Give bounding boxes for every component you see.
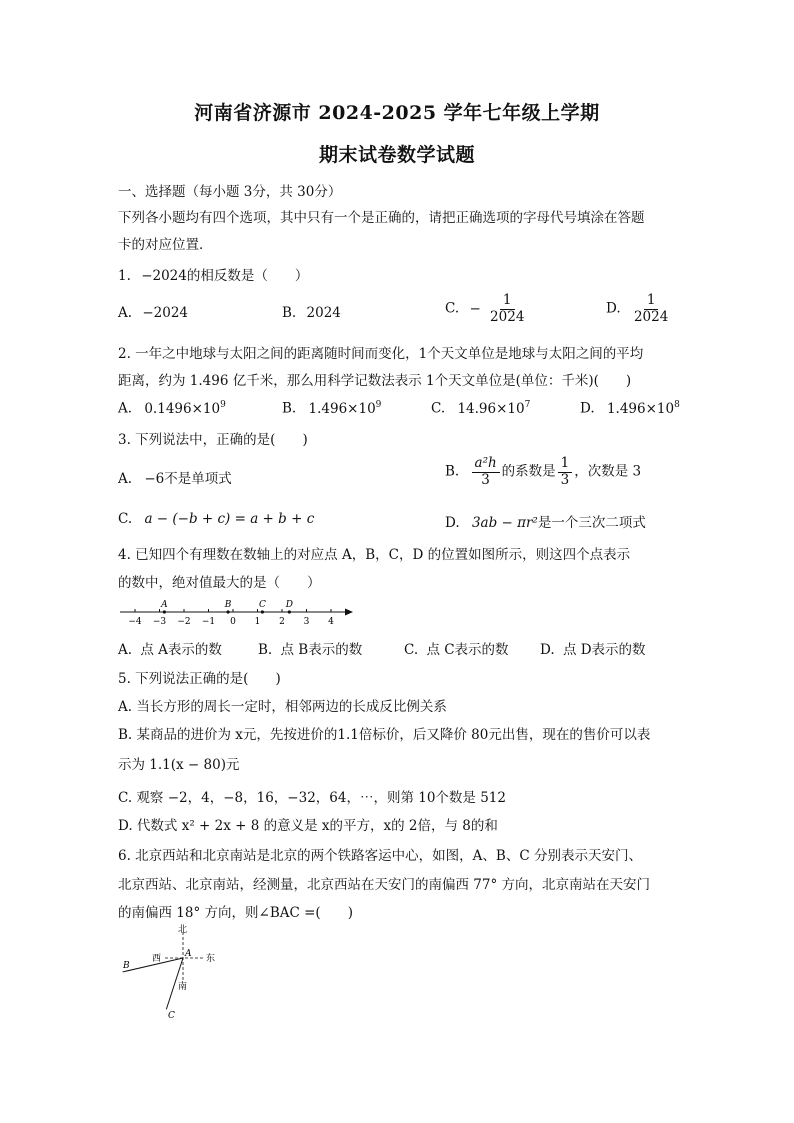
q5-option-c[interactable]: C. 观察 −2，4，−8，16，−32，64，⋯，则第 10个数是 512 <box>118 790 506 806</box>
axis-tick-label: 1 <box>254 617 261 627</box>
q6-stem-line-1: 6. 北京西站和北京南站是北京的两个铁路客运中心，如图，A、B、C 分别表示天安门、 <box>118 848 642 864</box>
option-label: D. <box>445 515 460 531</box>
number-line-point-label: B <box>224 600 232 610</box>
option-value: 1.496×10 <box>308 400 376 417</box>
fraction-denominator: 3 <box>560 471 570 488</box>
q5-option-b-line-2[interactable]: 示为 1.1(x − 80)元 <box>118 757 240 773</box>
option-value: 1.496×10 <box>606 400 675 417</box>
option-value: −2024 <box>142 305 189 321</box>
option-fraction <box>472 456 500 488</box>
option-text: 点 A表示的数 <box>140 642 222 658</box>
q1-option-d[interactable] <box>606 293 673 325</box>
q1-number: 1. <box>118 268 131 284</box>
q2-option-c[interactable] <box>431 400 530 417</box>
label-point-a: A <box>185 949 192 959</box>
option-text: −6不是单项式 <box>144 471 232 487</box>
q1-option-c[interactable] <box>445 293 529 325</box>
instruction-line-2: 卡的对应位置． <box>118 237 213 253</box>
axis-tick-label: −2 <box>177 617 191 627</box>
q3-option-b[interactable] <box>445 456 641 488</box>
q5-stem: 5. 下列说法正确的是( ) <box>118 671 281 687</box>
label-south: 南 <box>178 982 188 992</box>
q2-option-a[interactable] <box>118 400 226 417</box>
number-line-point-label: D <box>285 600 293 610</box>
page-subtitle: 期末试卷数学试题 <box>318 144 475 166</box>
q2-option-b[interactable] <box>282 400 381 417</box>
fraction-denominator: 2024 <box>633 308 669 325</box>
option-label: A. <box>118 305 133 321</box>
option-exponent: 9 <box>220 400 226 410</box>
q6-stem-line-3: 的南偏西 18° 方向，则∠BAC =( ) <box>118 905 353 921</box>
option-label: B. <box>445 463 460 480</box>
option-text-tail: ，次数是 3 <box>574 463 642 480</box>
axis-tick-label: −4 <box>128 617 142 627</box>
fraction-numerator: 1 <box>644 293 659 310</box>
axis-tick-label: 4 <box>328 617 334 627</box>
q4-option-a[interactable] <box>118 638 222 658</box>
label-point-b: B <box>123 961 130 971</box>
option-label: C. <box>431 400 446 417</box>
q1-option-b[interactable] <box>282 305 341 321</box>
q6-stem-line-2: 北京西站、北京南站，经测量，北京西站在天安门的南偏西 77° 方向，北京南站在天安门 <box>118 877 651 893</box>
q1-stem <box>118 264 308 284</box>
option-text: 点 B表示的数 <box>280 642 363 658</box>
label-west: 西 <box>152 954 162 964</box>
q1-text: 的相反数是（ ） <box>186 268 309 284</box>
option-value: 2024 <box>306 305 341 321</box>
q4-option-b[interactable] <box>258 638 362 658</box>
q4-option-d[interactable] <box>540 638 646 658</box>
option-fraction <box>487 293 527 325</box>
option-fraction <box>631 293 671 325</box>
option-exponent: 9 <box>375 400 382 410</box>
label-point-c: C <box>168 1011 175 1021</box>
section-heading: 一、选择题（每小题 3分，共 30分） <box>118 184 342 200</box>
q4-option-c[interactable] <box>404 638 509 658</box>
option-text: 是一个三次二项式 <box>537 515 646 531</box>
label-east: 东 <box>206 954 216 964</box>
option-label: B. <box>282 305 297 321</box>
q5-option-b-line-1[interactable]: B. 某商品的进价为 x元，先按进价的1.1倍标价，后又降价 80元出售，现在的售价可以表 <box>118 727 651 743</box>
axis-tick-label: 0 <box>230 617 236 627</box>
option-label: B. <box>282 400 297 417</box>
option-label: B. <box>258 642 273 658</box>
option-label: D. <box>606 300 621 317</box>
option-label: C. <box>118 511 133 527</box>
q4-stem-line-1: 4. 已知四个有理数在数轴上的对应点 A，B，C，D 的位置如图所示，则这四个点表示 <box>118 547 631 563</box>
option-fraction-2 <box>558 456 573 488</box>
fraction-numerator: 1 <box>500 293 515 310</box>
number-line-point-label: C <box>258 600 266 610</box>
q2-option-d[interactable] <box>580 400 680 417</box>
number-line-figure <box>115 595 365 629</box>
option-value: 0.1496×10 <box>144 400 221 417</box>
number-line-point <box>261 610 264 613</box>
option-label: D. <box>580 400 595 417</box>
option-label: A. <box>118 471 133 487</box>
option-label: A. <box>118 642 133 658</box>
axis-tick-label: −1 <box>201 617 216 627</box>
number-line-point <box>288 610 291 613</box>
axis-arrow <box>345 609 353 616</box>
fraction-numerator: a²h <box>472 456 500 473</box>
q3-option-d[interactable] <box>445 511 646 531</box>
instruction-line-1: 下列各小题均有四个选项，其中只有一个是正确的，请把正确选项的字母代号填涂在答题 <box>118 210 645 226</box>
option-text: 点 C表示的数 <box>426 642 509 658</box>
q3-stem: 3. 下列说法中，正确的是( ) <box>118 432 308 448</box>
fraction-denominator: 2024 <box>490 308 525 325</box>
number-line-point <box>227 610 230 613</box>
fraction-denominator: 3 <box>481 471 490 488</box>
axis-tick-label: 2 <box>279 617 285 627</box>
option-label: C. <box>404 642 419 658</box>
q3-option-c[interactable] <box>118 511 314 527</box>
option-expr: 3ab − πr² <box>471 515 538 531</box>
fraction-numerator: 1 <box>558 456 573 473</box>
q2-stem-line-1: 2. 一年之中地球与太阳之间的距离随时间而变化，1个天文单位是地球与太阳之间的平均 <box>118 346 644 362</box>
option-label: C. <box>445 300 460 317</box>
option-label: D. <box>540 642 555 658</box>
page-title: 河南省济源市 2024-2025 学年七年级上学期 <box>194 102 600 124</box>
option-value: 14.96×10 <box>457 400 525 417</box>
option-sign: − <box>469 300 481 317</box>
option-text: a − (−b + c) = a + b + c <box>144 511 315 527</box>
q4-stem-line-2: 的数中，绝对值最大的是（ ） <box>118 575 321 591</box>
axis-tick-label: −3 <box>152 617 167 627</box>
q1-option-a[interactable] <box>118 305 188 321</box>
option-text: 的系数是 <box>501 463 556 480</box>
axis-tick-label: 3 <box>303 617 310 627</box>
q2-stem-line-2: 距离，约为 1.496 亿千米，那么用科学记数法表示 1个天文单位是(单位：千米)( ) <box>118 373 632 389</box>
number-line-point <box>163 610 166 613</box>
option-exponent: 7 <box>524 400 531 410</box>
option-exponent: 8 <box>674 400 680 410</box>
label-north: 北 <box>178 925 188 935</box>
option-label: A. <box>118 400 133 417</box>
q5-option-d[interactable]: D. 代数式 x² + 2x + 8 的意义是 x的平方，x的 2倍，与 8的和 <box>118 818 498 834</box>
option-text: 点 D表示的数 <box>562 642 646 658</box>
q1-expr: −2024 <box>141 268 187 284</box>
q5-option-a[interactable]: A. 当长方形的周长一定时，相邻两边的长成反比例关系 <box>118 699 447 715</box>
q3-option-a[interactable] <box>118 467 232 487</box>
number-line-point-label: A <box>161 600 168 610</box>
compass-figure <box>115 922 225 1022</box>
